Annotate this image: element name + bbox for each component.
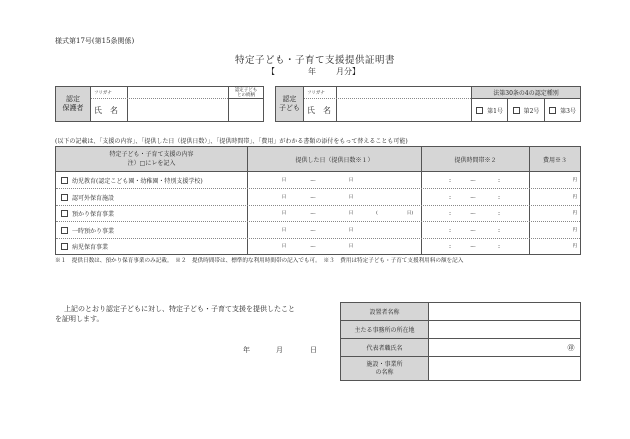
- service-label: 病児保育事業: [72, 244, 109, 251]
- header-hours: 提供時間帯※２: [422, 147, 529, 171]
- cert-month-label: 月: [276, 346, 283, 354]
- range-tilde: ～: [309, 211, 316, 218]
- time-colon: :: [497, 226, 501, 234]
- guardian-section: [55, 86, 264, 122]
- cert-year-label: 年: [243, 346, 250, 354]
- checkbox-icon[interactable]: [61, 210, 68, 217]
- child-label: [276, 87, 304, 121]
- child-label-line1: 認定: [282, 95, 297, 103]
- day-to-unit: 日: [348, 244, 354, 249]
- time-colon: :: [448, 226, 452, 234]
- range-tilde: ～: [309, 177, 316, 185]
- certification-line1: 上記のとおり認定子どもに対し、特定子ども・子育て支援を提供したこと: [64, 305, 295, 313]
- time-tilde: ～: [469, 244, 476, 251]
- relation-label: [229, 87, 263, 98]
- attachment-note: (以下の記載は、「支援の内容」、「提供した日（提供日数）」、「提供時間帯」、「費用」がわかる書類の添付をもって替えることも可能): [55, 138, 408, 145]
- cost-yen[interactable]: 円: [572, 211, 577, 216]
- guardian-label: [56, 87, 91, 121]
- header-cost: 費用※３: [530, 147, 580, 171]
- day-from-unit: 日: [281, 227, 287, 233]
- category-option-2-label: 第2号: [523, 107, 540, 115]
- relation-input[interactable]: [229, 99, 263, 121]
- days-count-close: 日): [406, 211, 414, 216]
- category-option-2[interactable]: [508, 99, 544, 121]
- category-header: 法第30条の4の認定種別: [472, 87, 580, 98]
- child-furigana-input[interactable]: [337, 87, 471, 98]
- certification-line2: を証明します。: [55, 315, 104, 323]
- service-label: 認可外保育施設: [72, 194, 115, 202]
- day-to-unit: 日: [348, 194, 354, 200]
- cost-yen[interactable]: 円: [572, 194, 577, 200]
- time-tilde: ～: [469, 177, 476, 185]
- time-colon: :: [497, 193, 501, 201]
- day-to-unit: 日: [348, 211, 354, 216]
- footnotes: ※１ 提供日数は、預かり保育事業のみ記載。 ※２ 提供時間帯は、標準的な利用時間帯の記入でも可。 ※３ 費用は特定子ども・子育て支援利用料の額を記入: [55, 258, 464, 264]
- cost-yen[interactable]: 円: [572, 244, 577, 249]
- seal-icon: ㊞: [567, 343, 575, 352]
- provider-label-representative: 代表者職氏名: [341, 339, 428, 356]
- period-open-bracket: 【: [267, 67, 275, 76]
- service-row-sick-child-care[interactable]: [61, 239, 246, 254]
- service-row-temporary-care[interactable]: [61, 222, 246, 238]
- guardian-label-line1: 認定: [66, 95, 80, 103]
- time-tilde: ～: [469, 194, 476, 202]
- service-table: [55, 146, 581, 255]
- guardian-furigana-label: フリガナ: [94, 91, 112, 96]
- guardian-name-input[interactable]: [128, 99, 228, 121]
- guardian-name-label: 氏 名: [94, 105, 118, 115]
- time-tilde: ～: [469, 227, 476, 235]
- category-option-1[interactable]: [472, 99, 507, 121]
- category-option-1-label: 第1号: [487, 107, 503, 115]
- establisher-name-input[interactable]: [429, 303, 580, 320]
- days-count-open: (: [376, 211, 378, 216]
- checkbox-icon[interactable]: [61, 227, 68, 234]
- child-section: [275, 86, 581, 122]
- range-tilde: ～: [309, 227, 316, 235]
- time-tilde: ～: [469, 211, 476, 218]
- checkbox-icon[interactable]: [61, 177, 68, 184]
- relation-label-line1: 認定子ども: [234, 87, 258, 93]
- day-from-unit: 日: [281, 244, 287, 249]
- time-colon: :: [497, 210, 501, 217]
- range-tilde: ～: [309, 194, 316, 202]
- service-row-extended-care[interactable]: [61, 206, 246, 221]
- cost-yen[interactable]: 円: [572, 227, 577, 233]
- time-colon: :: [497, 176, 501, 184]
- time-colon: :: [448, 193, 452, 201]
- range-tilde: ～: [309, 244, 316, 251]
- time-colon: :: [448, 243, 452, 250]
- service-row-early-education[interactable]: [61, 172, 246, 188]
- service-row-unlicensed-childcare[interactable]: [61, 189, 246, 205]
- child-furigana-label: フリガナ: [307, 91, 325, 96]
- facility-label-line1: 施設・事業所: [366, 360, 403, 368]
- provider-label-establisher: 設置者名称: [341, 303, 428, 320]
- provider-table: [340, 302, 581, 381]
- checkbox-icon[interactable]: [476, 107, 483, 114]
- office-address-input[interactable]: [429, 321, 580, 338]
- service-label: 一時預かり事業: [72, 227, 115, 235]
- time-colon: :: [448, 210, 452, 217]
- facility-label-line2: の名称: [375, 368, 394, 376]
- category-option-3-label: 第3号: [560, 107, 576, 115]
- page-title: 特定子ども・子育て支援提供証明書: [234, 55, 395, 66]
- provider-label-facility: [341, 357, 428, 380]
- time-colon: :: [448, 176, 452, 184]
- facility-name-input[interactable]: [429, 357, 580, 380]
- provider-label-office-address: 主たる事務所の所在地: [341, 321, 428, 338]
- category-option-3[interactable]: [545, 99, 580, 121]
- checkbox-icon[interactable]: [61, 194, 68, 201]
- header-content-line2: 注）□にレを記入: [127, 160, 176, 167]
- service-label: 預かり保育事業: [72, 211, 115, 218]
- child-name-input[interactable]: [337, 99, 471, 121]
- day-from-unit: 日: [281, 211, 287, 216]
- child-name-label: 氏 名: [307, 105, 331, 115]
- period-month-label: 月分】: [336, 67, 360, 76]
- header-content-line1: 特定子ども・子育て支援の内容: [109, 151, 194, 158]
- time-colon: :: [497, 243, 501, 250]
- service-label: 幼児教育(認定こども園・幼稚園・特別支援学校): [72, 177, 203, 185]
- header-content: [56, 147, 247, 171]
- day-to-unit: 日: [348, 227, 354, 233]
- day-from-unit: 日: [281, 194, 287, 200]
- checkbox-icon[interactable]: [549, 107, 556, 114]
- checkbox-icon[interactable]: [513, 107, 520, 114]
- form-number: 様式第17号(第15条関係): [55, 37, 135, 45]
- guardian-label-line2: 保護者: [62, 104, 84, 112]
- guardian-furigana-input[interactable]: [128, 87, 228, 98]
- representative-name-input[interactable]: [429, 339, 569, 356]
- day-to-unit: 日: [348, 177, 354, 183]
- header-dates: 提供した日（提供日数※１）: [248, 147, 421, 171]
- cert-day-label: 日: [310, 346, 317, 354]
- child-label-line2: 子ども: [279, 104, 300, 112]
- day-from-unit: 日: [281, 177, 287, 183]
- checkbox-icon[interactable]: [61, 243, 68, 250]
- relation-label-line2: との続柄: [237, 92, 255, 98]
- period-year-label: 年: [308, 67, 316, 76]
- cost-yen[interactable]: 円: [572, 177, 577, 183]
